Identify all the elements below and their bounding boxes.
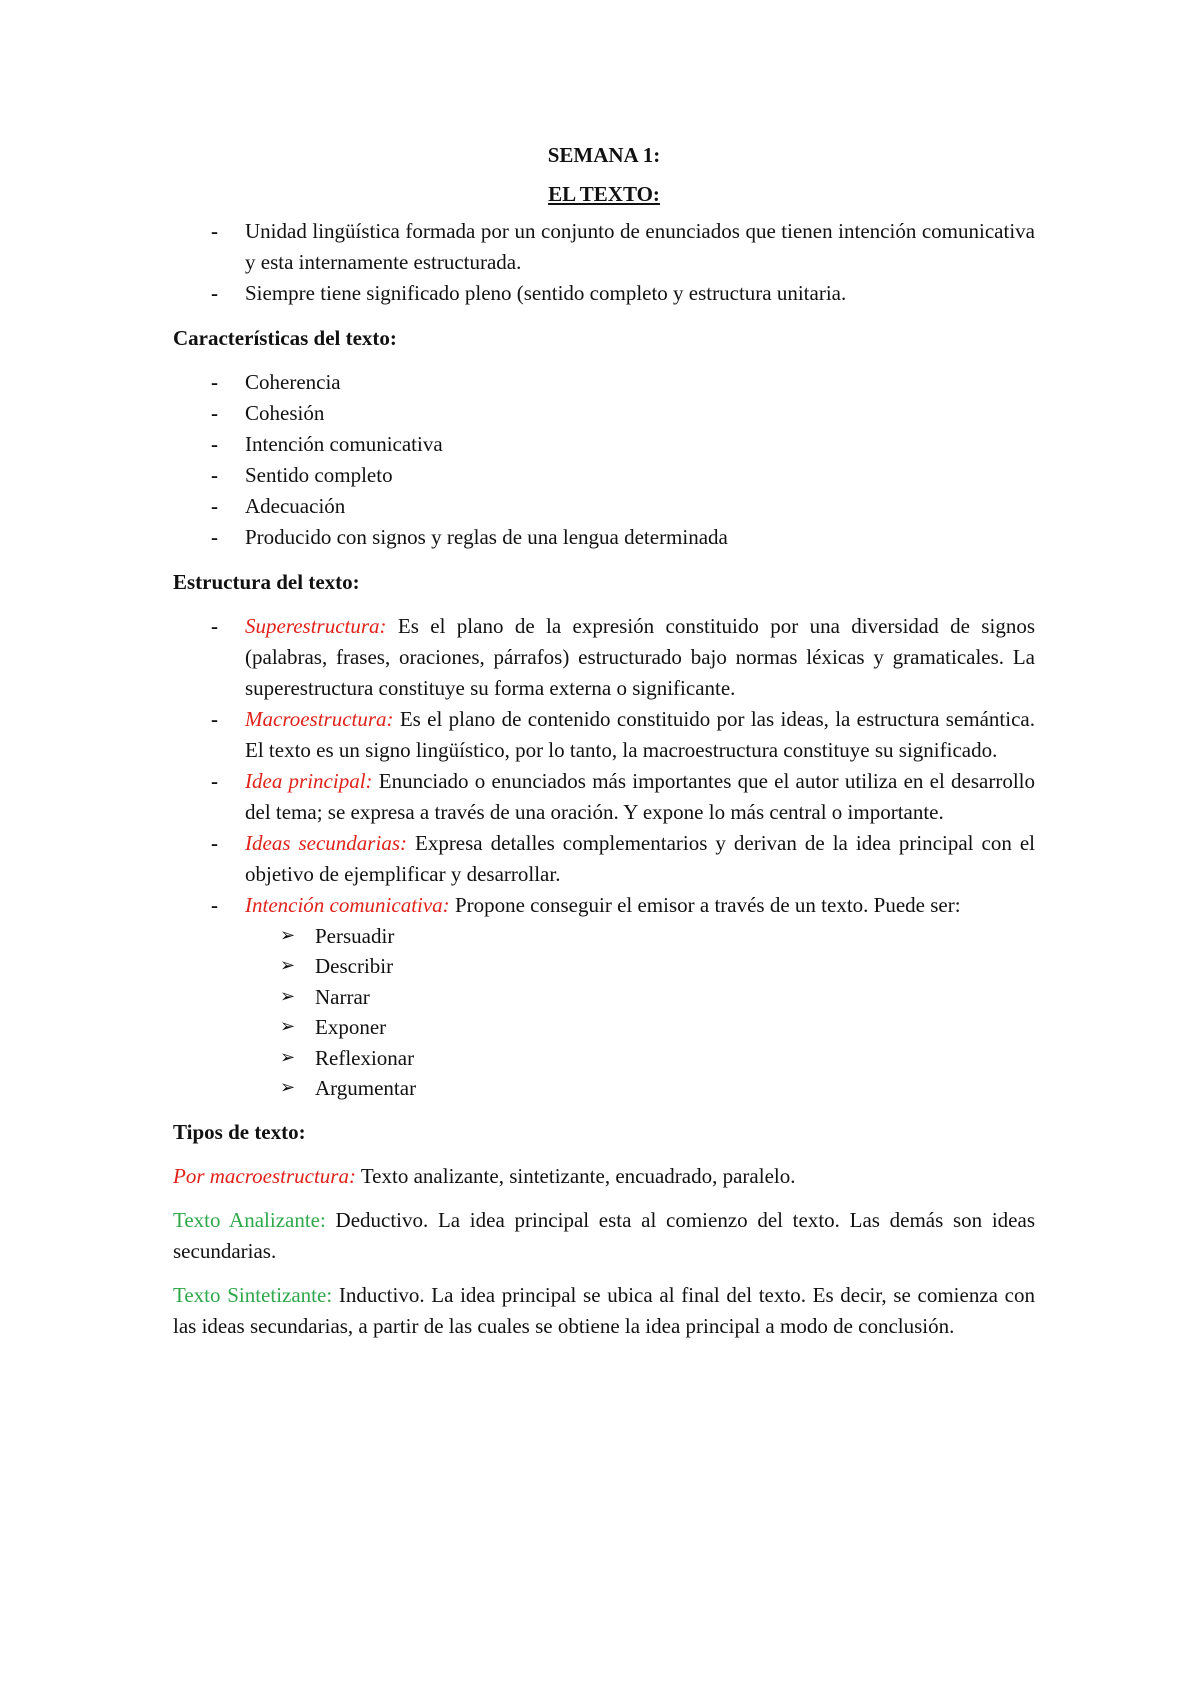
definition-text: Es el plano de contenido constituido por las ideas, la estructura semántica. El texto es un signo lingüístico, por lo tanto, la macroestructura constituye su significado. bbox=[245, 707, 1035, 762]
list-item-text: Intención comunicativa bbox=[245, 432, 443, 456]
list-item bbox=[280, 951, 1035, 981]
list-item-text: Producido con signos y reglas de una lengua determinada bbox=[245, 525, 728, 549]
list-item-text: Siempre tiene significado pleno (sentido completo y estructura unitaria. bbox=[245, 281, 847, 305]
definition-text: Propone conseguir el emisor a través de un texto. Puede ser: bbox=[449, 893, 961, 917]
structure-list bbox=[173, 611, 1035, 921]
list-item bbox=[173, 522, 1035, 553]
dash-bullet-icon: - bbox=[211, 707, 218, 731]
arrowhead-bullet-icon: ➢ bbox=[280, 1077, 296, 1099]
list-item bbox=[280, 1073, 1035, 1103]
term-intencion-comunicativa: Intención comunicativa: bbox=[245, 893, 450, 917]
list-item bbox=[173, 828, 1035, 890]
list-item bbox=[173, 611, 1035, 704]
term-texto-analizante: Texto Analizante: bbox=[173, 1208, 326, 1233]
by-macrostructure-paragraph bbox=[173, 1161, 1035, 1192]
types-heading: Tipos de texto: bbox=[173, 1120, 306, 1145]
structure-heading: Estructura del texto: bbox=[173, 570, 360, 594]
dash-bullet-icon: - bbox=[211, 401, 218, 425]
list-item-text: Cohesión bbox=[245, 401, 325, 425]
list-item bbox=[173, 278, 1035, 309]
arrowhead-bullet-icon: ➢ bbox=[280, 955, 296, 977]
list-item bbox=[173, 704, 1035, 766]
list-item bbox=[173, 890, 1035, 921]
dash-bullet-icon: - bbox=[211, 463, 218, 487]
list-item-text: Unidad lingüística formada por un conjunto de enunciados que tienen intención comunicativa y esta internamente estructurada. bbox=[245, 219, 1035, 274]
list-item bbox=[173, 216, 1035, 278]
purposes-list bbox=[173, 921, 1035, 1103]
list-item-text: Persuadir bbox=[315, 924, 395, 948]
characteristics-heading: Características del texto: bbox=[173, 326, 397, 350]
dash-bullet-icon: - bbox=[211, 525, 218, 549]
term-texto-sintetizante: Texto Sintetizante: bbox=[173, 1283, 333, 1308]
dash-bullet-icon: - bbox=[211, 281, 218, 305]
list-item bbox=[173, 429, 1035, 460]
list-item-text: Describir bbox=[315, 954, 394, 979]
term-por-macroestructura: Por macroestructura: bbox=[173, 1164, 356, 1189]
sintetizante-paragraph bbox=[173, 1280, 1035, 1342]
list-item-text: Adecuación bbox=[245, 494, 346, 518]
intro-list bbox=[173, 216, 1035, 309]
list-item bbox=[280, 1012, 1035, 1042]
list-item bbox=[173, 460, 1035, 491]
list-item bbox=[173, 398, 1035, 429]
arrowhead-bullet-icon: ➢ bbox=[280, 985, 296, 1007]
list-item-text: Narrar bbox=[315, 984, 370, 1009]
dash-bullet-icon: - bbox=[211, 769, 218, 793]
paragraph-text: Texto analizante, sintetizante, encuadrado, paralelo. bbox=[355, 1164, 796, 1189]
list-item-text: Sentido completo bbox=[245, 463, 393, 487]
list-item-text: Argumentar bbox=[315, 1076, 417, 1101]
page-subtitle-text: EL TEXTO: bbox=[548, 182, 660, 206]
term-macroestructura: Macroestructura: bbox=[245, 707, 394, 731]
list-item bbox=[280, 1043, 1035, 1073]
dash-bullet-icon: - bbox=[211, 494, 218, 518]
dash-bullet-icon: - bbox=[211, 432, 218, 456]
list-item-text: Reflexionar bbox=[315, 1045, 415, 1070]
dash-bullet-icon: - bbox=[211, 219, 218, 243]
definition-text: Es el plano de la expresión constituido por una diversidad de signos (palabras, frases, oraciones, párrafos) estructurado bajo normas léxicas y gramaticales. La superestructura constituye su forma externa o significante. bbox=[245, 614, 1035, 700]
list-item-text: Exponer bbox=[315, 1015, 387, 1040]
definition-text: Enunciado o enunciados más importantes que el autor utiliza en el desarrollo del tema; se expresa a través de una oración. Y expone lo más central o importante. bbox=[245, 769, 1035, 824]
analizante-paragraph bbox=[173, 1205, 1035, 1267]
dash-bullet-icon: - bbox=[211, 614, 218, 638]
dash-bullet-icon: - bbox=[211, 370, 218, 394]
list-item bbox=[173, 766, 1035, 828]
list-item bbox=[173, 491, 1035, 522]
dash-bullet-icon: - bbox=[211, 893, 218, 917]
page-title: SEMANA 1: bbox=[547, 143, 661, 167]
paragraph-text: Inductivo. La idea principal se ubica al final del texto. Es decir, se comienza con las ideas secundarias, a partir de las cuales se obtiene la idea principal a modo de conclusión. bbox=[173, 1283, 1035, 1339]
term-idea-principal: Idea principal: bbox=[245, 769, 373, 793]
document-page bbox=[173, 140, 1035, 1355]
list-item-text: Coherencia bbox=[245, 370, 341, 394]
characteristics-list bbox=[173, 367, 1035, 553]
arrowhead-bullet-icon: ➢ bbox=[280, 1046, 296, 1068]
dash-bullet-icon: - bbox=[211, 831, 218, 855]
list-item bbox=[280, 921, 1035, 951]
list-item bbox=[280, 982, 1035, 1012]
page-subtitle bbox=[173, 179, 1035, 210]
paragraph-text: Deductivo. La idea principal esta al comienzo del texto. Las demás son ideas secundarias. bbox=[173, 1208, 1035, 1264]
arrowhead-bullet-icon: ➢ bbox=[280, 1016, 296, 1038]
term-superestructura: Superestructura: bbox=[245, 614, 387, 638]
definition-text: Expresa detalles complementarios y derivan de la idea principal con el objetivo de ejemplificar y desarrollar. bbox=[245, 831, 1035, 886]
term-ideas-secundarias: Ideas secundarias: bbox=[245, 831, 407, 855]
arrowhead-bullet-icon: ➢ bbox=[280, 925, 296, 946]
list-item bbox=[173, 367, 1035, 398]
